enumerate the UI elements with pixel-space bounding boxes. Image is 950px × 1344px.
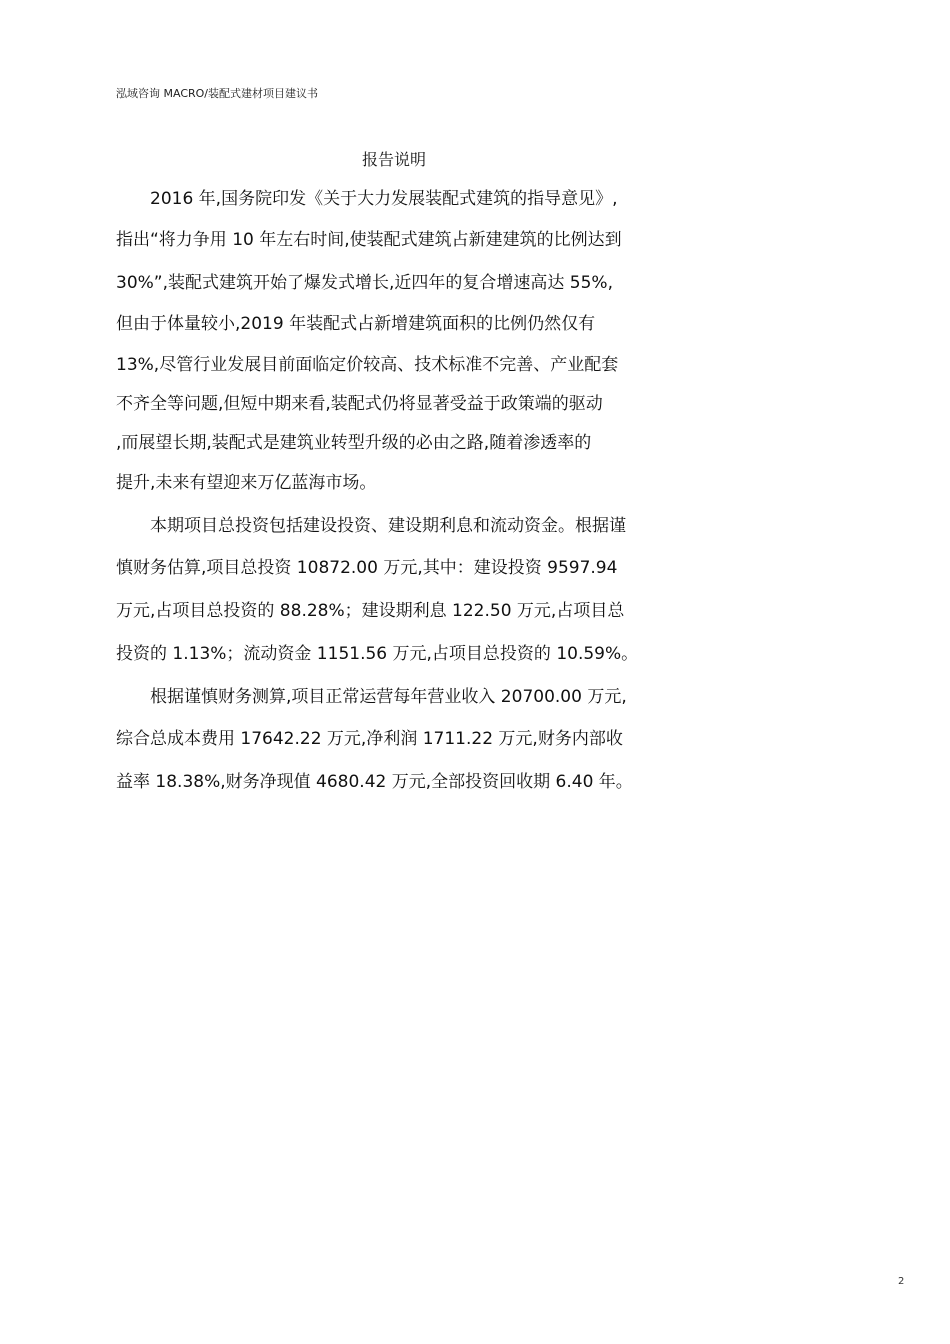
paragraph-1-line-7: ,而展望长期,装配式是建筑业转型升级的必由之路,随着渗透率的 <box>116 433 592 453</box>
paragraph-3-line-1: 根据谨慎财务测算,项目正常运营每年营业收入 20700.00 万元, <box>150 687 627 707</box>
running-header: 泓域咨询 MACRO/装配式建材项目建议书 <box>116 87 319 100</box>
paragraph-1-line-8: 提升,未来有望迎来万亿蓝海市场。 <box>116 473 377 493</box>
paragraph-1-line-4: 但由于体量较小,2019 年装配式占新增建筑面积的比例仍然仅有 <box>116 314 596 334</box>
paragraph-2-line-3: 万元,占项目总投资的 88.28%；建设期利息 122.50 万元,占项目总 <box>116 601 625 621</box>
paragraph-1-line-6: 不齐全等问题,但短中期来看,装配式仍将显著受益于政策端的驱动 <box>116 394 603 414</box>
section-title: 报告说明 <box>361 150 426 169</box>
page-number: 2 <box>898 1276 905 1287</box>
paragraph-3-line-3: 益率 18.38%,财务净现值 4680.42 万元,全部投资回收期 6.40 年。 <box>116 772 633 792</box>
paragraph-2-line-4: 投资的 1.13%；流动资金 1151.56 万元,占项目总投资的 10.59%。 <box>116 644 639 664</box>
paragraph-1-line-3: 30%”,装配式建筑开始了爆发式增长,近四年的复合增速高达 55%, <box>116 273 613 293</box>
paragraph-2-line-1: 本期项目总投资包括建设投资、建设期利息和流动资金。根据谨 <box>150 516 626 536</box>
paragraph-1-line-1: 2016 年,国务院印发《关于大力发展装配式建筑的指导意见》, <box>150 189 618 209</box>
paragraph-1-line-5: 13%,尽管行业发展目前面临定价较高、技术标准不完善、产业配套 <box>116 355 619 375</box>
paragraph-2-line-2: 慎财务估算,项目总投资 10872.00 万元,其中：建设投资 9597.94 <box>116 558 618 578</box>
paragraph-3-line-2: 综合总成本费用 17642.22 万元,净利润 1711.22 万元,财务内部收 <box>116 729 623 749</box>
paragraph-1-line-2: 指出“将力争用 10 年左右时间,使装配式建筑占新建建筑的比例达到 <box>116 230 622 250</box>
